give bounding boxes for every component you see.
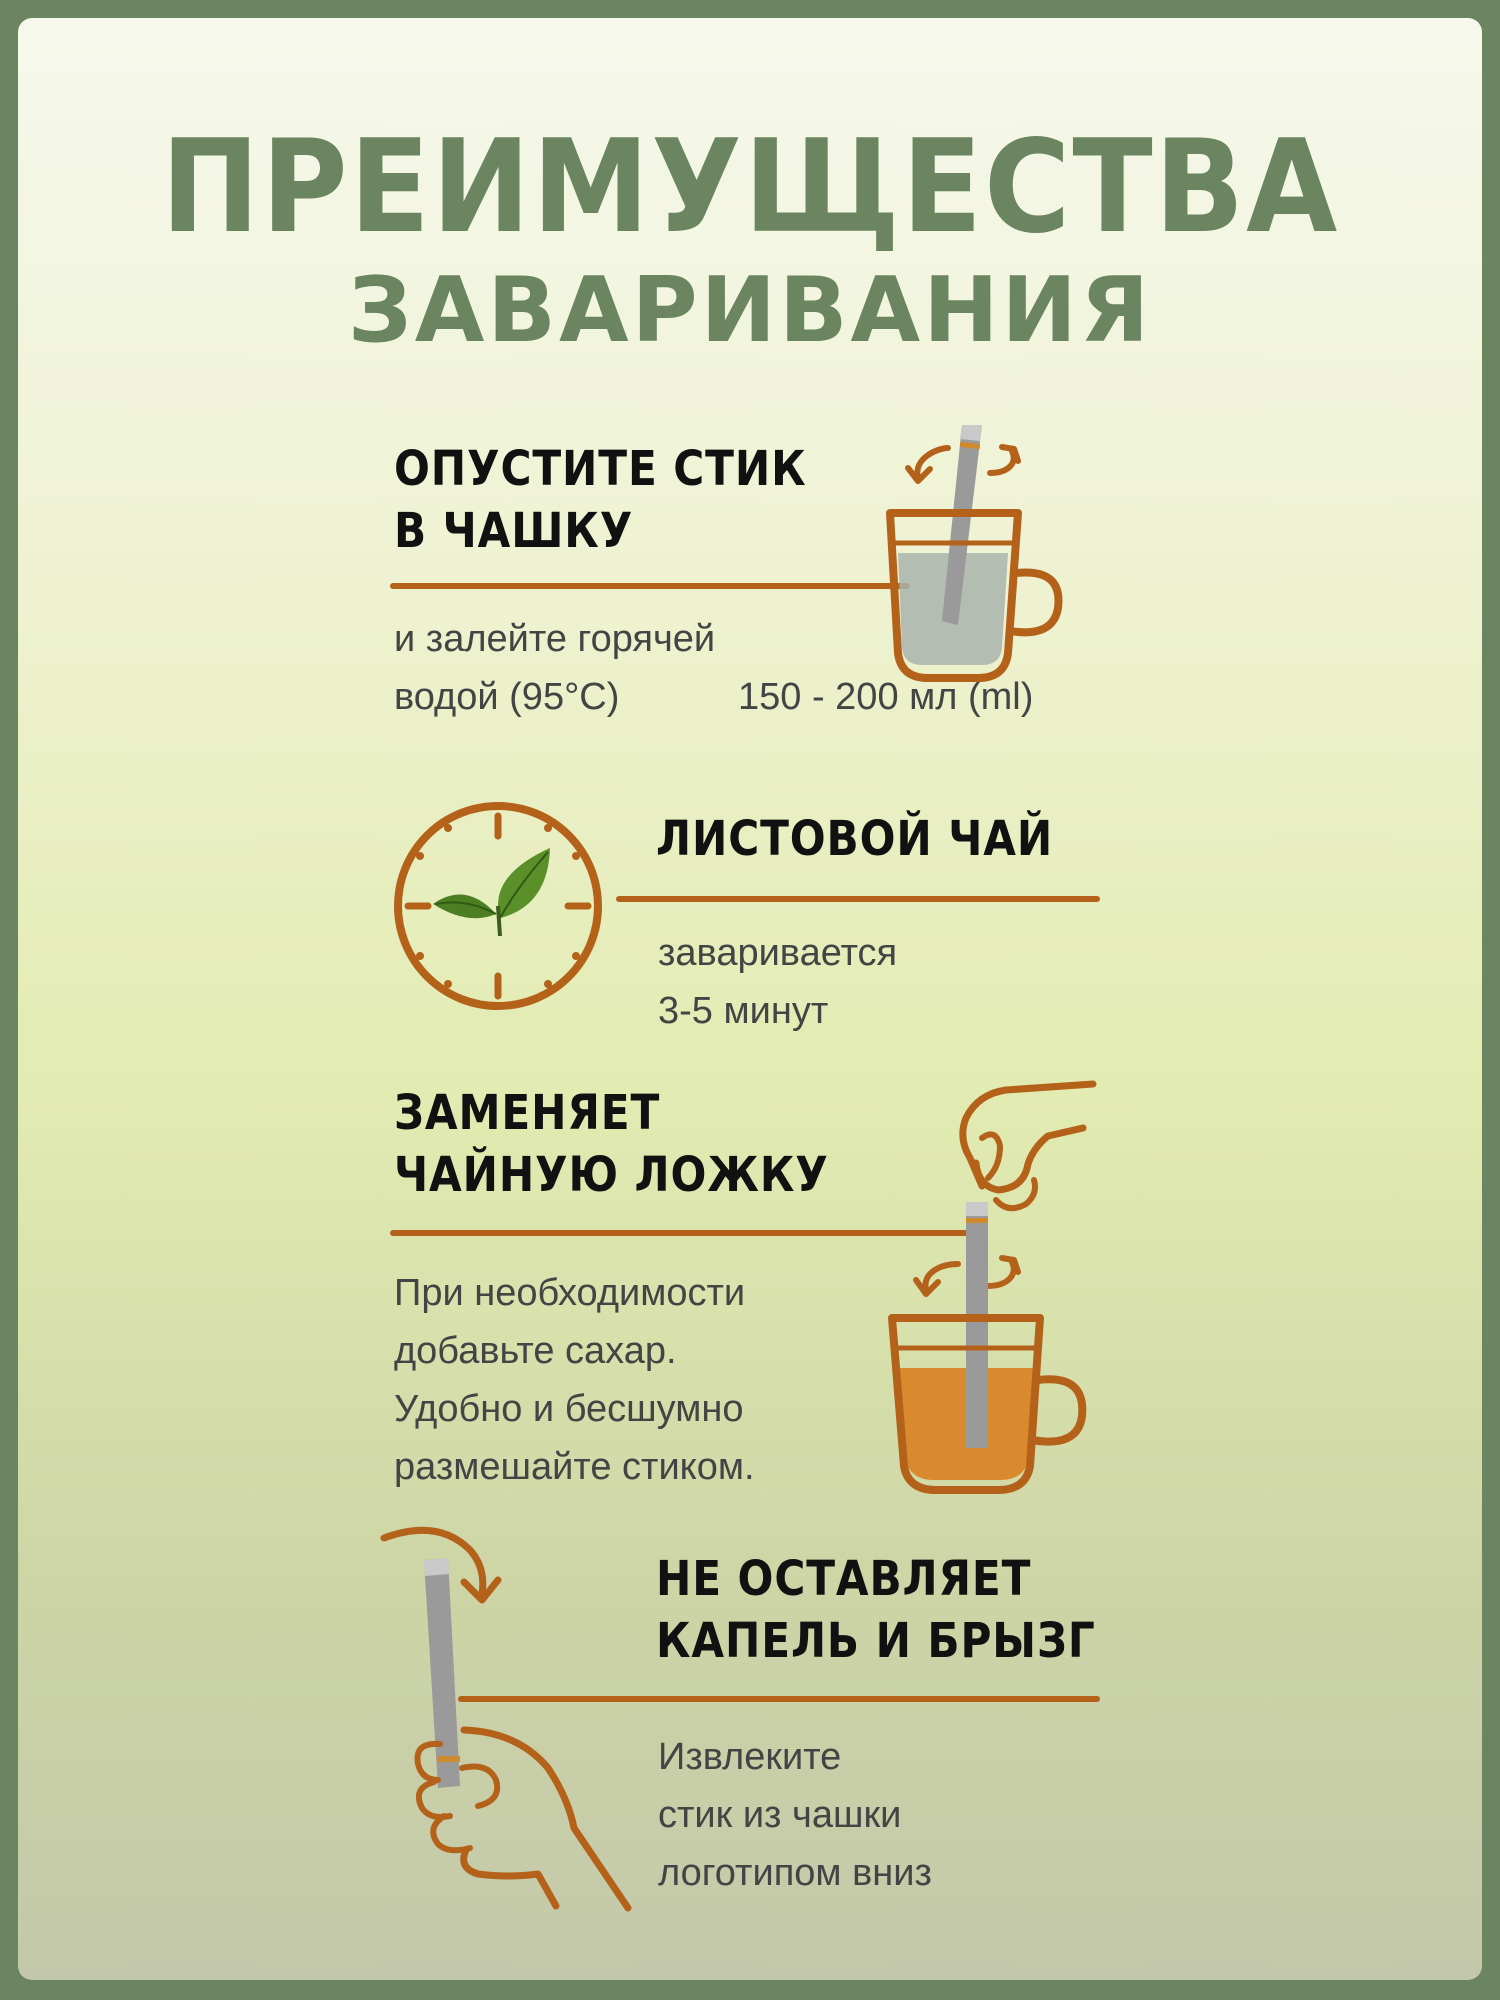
title-line-2: ЗАВАРИВАНИЯ <box>347 258 1153 363</box>
step1-text-line2a: водой (95°C) <box>394 676 620 718</box>
hand-stirring-tea-icon <box>878 1068 1118 1488</box>
step4-text-line2: стик из чашки <box>658 1794 902 1836</box>
step4-text-line1: Извлеките <box>658 1736 842 1778</box>
step4-divider <box>458 1696 1100 1702</box>
step4-text-line3: логотипом вниз <box>658 1852 932 1894</box>
step4-heading-line1: НЕ ОСТАВЛЯЕТ <box>656 1551 1032 1607</box>
step3-text-line1: При необходимости <box>394 1272 746 1314</box>
clock-with-tea-leaves-icon <box>388 796 608 1016</box>
step2-text-line2: 3-5 минут <box>658 990 829 1032</box>
step1-heading-line1: ОПУСТИТЕ СТИК <box>394 441 807 497</box>
infographic-card <box>18 18 1482 1980</box>
cup-with-stick-icon <box>878 403 1078 693</box>
step4-heading-line2: КАПЕЛЬ И БРЫЗГ <box>656 1613 1096 1669</box>
step1-divider <box>390 583 910 589</box>
step3-text-line2: добавьте сахар. <box>394 1330 677 1372</box>
step1-heading-line2: В ЧАШКУ <box>394 503 634 559</box>
title-line-1: ПРЕИМУЩЕСТВА <box>160 113 1340 262</box>
step3-text-line4: размешайте стиком. <box>394 1446 755 1488</box>
step1-text-line2b: 150 - 200 мл (ml) <box>738 676 1034 718</box>
step2-heading-line1: ЛИСТОВОЙ ЧАЙ <box>656 811 1054 867</box>
step3-heading-line2: ЧАЙНУЮ ЛОЖКУ <box>394 1147 829 1203</box>
step2-text-line1: заваривается <box>658 932 898 974</box>
step3-text-line3: Удобно и бесшумно <box>394 1388 744 1430</box>
step1-text-line1: и залейте горячей <box>394 618 716 660</box>
step3-heading-line1: ЗАМЕНЯЕТ <box>394 1085 661 1141</box>
step2-divider <box>616 896 1100 902</box>
hand-holding-stick-icon <box>378 1518 648 1898</box>
